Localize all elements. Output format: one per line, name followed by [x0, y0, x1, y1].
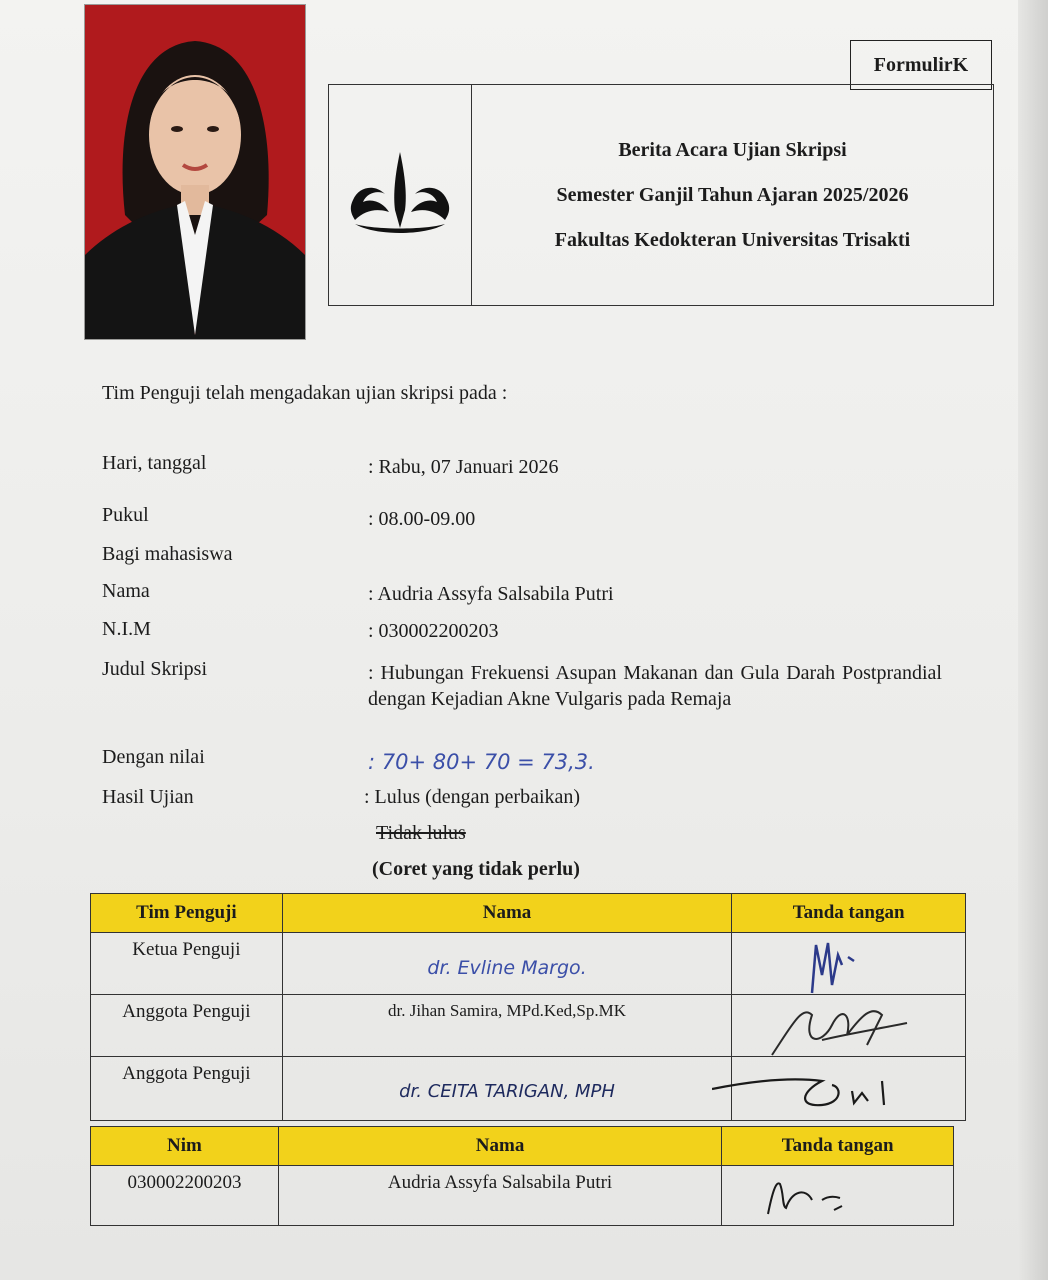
signature-cell — [732, 1057, 966, 1121]
signature-icon — [762, 1170, 862, 1220]
nama-value: : Audria Assyfa Salsabila Putri — [368, 583, 614, 605]
header-tanda-tangan: Tanda tangan — [722, 1127, 954, 1166]
student-name: Audria Assyfa Salsabila Putri — [278, 1166, 721, 1226]
hari-label: Hari, tanggal — [102, 452, 207, 474]
signature-icon — [762, 985, 912, 1065]
header-nama: Nama — [278, 1127, 721, 1166]
nilai-value: : 70+ 80+ 70 = 73,3. — [368, 750, 595, 774]
pukul-label: Pukul — [102, 504, 149, 526]
signature-icon — [712, 1061, 932, 1117]
header-tanda-tangan: Tanda tangan — [732, 894, 966, 933]
table-row — [91, 1166, 954, 1226]
form-label: FormulirK — [873, 53, 969, 76]
examiner-role: Anggota Penguji — [91, 995, 283, 1057]
bagi-label: Bagi mahasiswa — [102, 543, 233, 565]
header-tim-penguji: Tim Penguji — [91, 894, 283, 933]
examiner-role: Ketua Penguji — [91, 933, 283, 995]
examiner-name: dr. CEITA TARIGAN, MPH — [282, 1057, 731, 1121]
university-logo-icon — [345, 150, 455, 240]
student-photo — [84, 4, 306, 340]
logo-cell — [329, 85, 472, 305]
nim-value: : 030002200203 — [368, 620, 499, 642]
pukul-value: : 08.00-09.00 — [368, 508, 476, 530]
examiners-table — [90, 893, 966, 1121]
student-header-row — [91, 1127, 954, 1166]
hari-value: : Rabu, 07 Januari 2026 — [368, 456, 559, 478]
monitor-edge — [1018, 0, 1048, 1280]
form-label-box — [850, 40, 992, 90]
nilai-label: Dengan nilai — [102, 746, 205, 768]
student-nim: 030002200203 — [91, 1166, 279, 1226]
examiner-name: dr. Jihan Samira, MPd.Ked,Sp.MK — [282, 995, 731, 1057]
hasil-struck-value: Tidak lulus — [376, 822, 466, 844]
table-row — [91, 1057, 966, 1121]
strike-note: (Coret yang tidak perlu) — [372, 858, 580, 880]
examiner-role: Anggota Penguji — [91, 1057, 283, 1121]
student-table — [90, 1126, 954, 1226]
header-nim: Nim — [91, 1127, 279, 1166]
table-row — [91, 995, 966, 1057]
hasil-value: : Lulus (dengan perbaikan) — [364, 786, 581, 808]
document-header — [328, 84, 994, 306]
header-title: Berita Acara Ujian Skripsi — [618, 138, 847, 161]
signature-cell — [722, 1166, 954, 1226]
signature-cell — [732, 995, 966, 1057]
hasil-label: Hasil Ujian — [102, 786, 194, 808]
judul-value: : Hubungan Frekuensi Asupan Makanan dan Gula Darah Postprandial dengan Kejadian Akne Vulgaris pada Remaja — [368, 662, 942, 710]
header-faculty: Fakultas Kedokteran Universitas Trisakti — [554, 228, 911, 251]
header-titles — [472, 85, 993, 305]
judul-label: Judul Skripsi — [102, 658, 208, 680]
examiners-header-row — [91, 894, 966, 933]
header-semester: Semester Ganjil Tahun Ajaran 2025/2026 — [556, 183, 909, 206]
examiner-name: dr. Evline Margo. — [282, 933, 731, 995]
nim-label: N.I.M — [102, 618, 151, 640]
header-nama: Nama — [282, 894, 731, 933]
intro-text: Tim Penguji telah mengadakan ujian skripsi pada : — [102, 382, 508, 404]
nama-label: Nama — [102, 580, 150, 602]
